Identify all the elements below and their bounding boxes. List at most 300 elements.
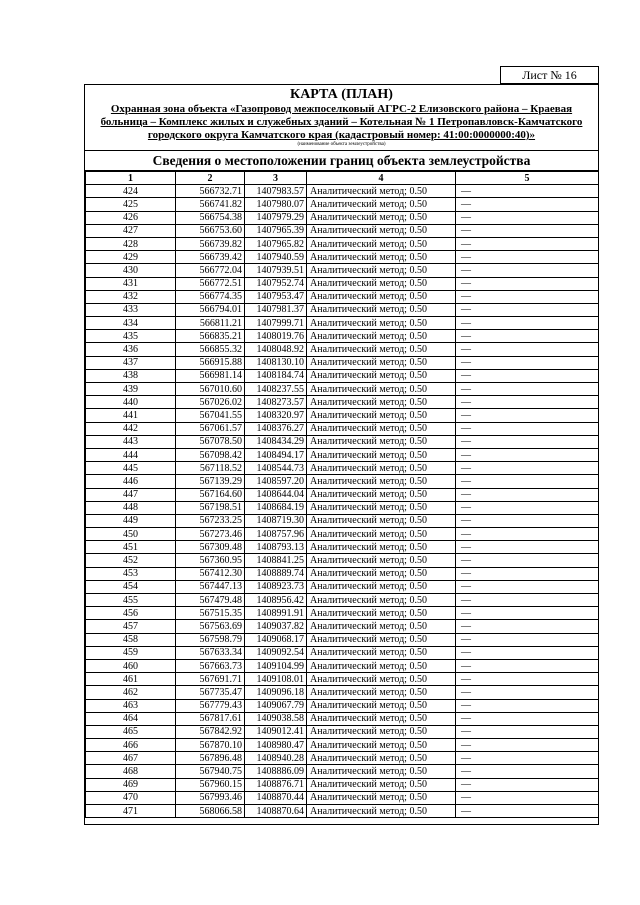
method-accuracy: Аналитический метод; 0.50 <box>307 607 456 620</box>
method-accuracy: Аналитический метод; 0.50 <box>307 765 456 778</box>
point-description: — <box>456 356 599 369</box>
point-description: — <box>456 514 599 527</box>
coord-x: 567233.25 <box>176 514 245 527</box>
coord-x: 566754.38 <box>176 211 245 224</box>
coord-y: 1408870.64 <box>245 805 307 818</box>
point-number: 435 <box>86 330 176 343</box>
column-header-5: 5 <box>456 172 599 185</box>
coord-y: 1408923.73 <box>245 580 307 593</box>
table-row <box>86 475 599 488</box>
point-description: — <box>456 620 599 633</box>
coord-y: 1408019.76 <box>245 330 307 343</box>
point-description: — <box>456 396 599 409</box>
table-row <box>86 264 599 277</box>
point-number: 453 <box>86 567 176 580</box>
point-number: 432 <box>86 290 176 303</box>
point-description: — <box>456 607 599 620</box>
coord-y: 1407981.37 <box>245 303 307 316</box>
point-number: 465 <box>86 725 176 738</box>
table-row <box>86 514 599 527</box>
point-number: 466 <box>86 739 176 752</box>
table-row <box>86 620 599 633</box>
coord-x: 566772.04 <box>176 264 245 277</box>
point-number: 456 <box>86 607 176 620</box>
table-row <box>86 725 599 738</box>
coord-x: 567098.42 <box>176 448 245 461</box>
object-name-caption: (наименование объекта землеустройства) <box>297 142 386 147</box>
coord-y: 1408719.30 <box>245 514 307 527</box>
coord-x: 567598.79 <box>176 633 245 646</box>
coord-x: 567563.69 <box>176 620 245 633</box>
method-accuracy: Аналитический метод; 0.50 <box>307 778 456 791</box>
table-row <box>86 290 599 303</box>
table-row <box>86 330 599 343</box>
method-accuracy: Аналитический метод; 0.50 <box>307 791 456 804</box>
method-accuracy: Аналитический метод; 0.50 <box>307 277 456 290</box>
table-row <box>86 303 599 316</box>
coord-x: 566753.60 <box>176 224 245 237</box>
coord-y: 1407953.47 <box>245 290 307 303</box>
coord-y: 1408544.73 <box>245 462 307 475</box>
method-accuracy: Аналитический метод; 0.50 <box>307 198 456 211</box>
table-row <box>86 778 599 791</box>
point-description: — <box>456 224 599 237</box>
point-number: 427 <box>86 224 176 237</box>
table-row <box>86 369 599 382</box>
point-description: — <box>456 567 599 580</box>
method-accuracy: Аналитический метод; 0.50 <box>307 673 456 686</box>
point-description: — <box>456 369 599 382</box>
method-accuracy: Аналитический метод; 0.50 <box>307 251 456 264</box>
point-number: 442 <box>86 422 176 435</box>
point-description: — <box>456 725 599 738</box>
sheet-number: Лист № 16 <box>500 66 599 84</box>
coord-x: 567447.13 <box>176 580 245 593</box>
table-row <box>86 409 599 422</box>
method-accuracy: Аналитический метод; 0.50 <box>307 343 456 356</box>
point-description: — <box>456 330 599 343</box>
point-number: 439 <box>86 383 176 396</box>
coord-y: 1407979.29 <box>245 211 307 224</box>
coord-x: 566981.14 <box>176 369 245 382</box>
table-row <box>86 383 599 396</box>
method-accuracy: Аналитический метод; 0.50 <box>307 224 456 237</box>
table-row <box>86 673 599 686</box>
point-description: — <box>456 501 599 514</box>
point-number: 458 <box>86 633 176 646</box>
coord-y: 1407940.59 <box>245 251 307 264</box>
point-description: — <box>456 752 599 765</box>
coord-y: 1407952.74 <box>245 277 307 290</box>
coord-x: 567412.30 <box>176 567 245 580</box>
method-accuracy: Аналитический метод; 0.50 <box>307 369 456 382</box>
coord-y: 1408434.29 <box>245 435 307 448</box>
table-row <box>86 198 599 211</box>
table-row <box>86 791 599 804</box>
coord-x: 566774.35 <box>176 290 245 303</box>
table-row <box>86 224 599 237</box>
point-number: 431 <box>86 277 176 290</box>
column-header-4: 4 <box>307 172 456 185</box>
table-header-row <box>86 172 599 185</box>
table-row <box>86 594 599 607</box>
column-header-2: 2 <box>176 172 245 185</box>
coord-y: 1409108.01 <box>245 673 307 686</box>
coord-x: 567960.15 <box>176 778 245 791</box>
method-accuracy: Аналитический метод; 0.50 <box>307 435 456 448</box>
coord-y: 1409092.54 <box>245 646 307 659</box>
point-number: 454 <box>86 580 176 593</box>
coord-x: 567139.29 <box>176 475 245 488</box>
coordinates-table <box>85 171 599 818</box>
coord-y: 1407939.51 <box>245 264 307 277</box>
coord-y: 1408130.10 <box>245 356 307 369</box>
coord-y: 1408597.20 <box>245 475 307 488</box>
table-row <box>86 185 599 198</box>
object-name: Охранная зона объекта «Газопровод межпоселковый АГРС-2 Елизовского района – Краевая больница – Комплекс жилых и служебных зданий – Котельная № 1 Петропавловск-Камчатского городского округа Камчатского края (кадастровый номер: 41:00:0000000:40)» <box>100 103 583 141</box>
point-description: — <box>456 251 599 264</box>
method-accuracy: Аналитический метод; 0.50 <box>307 383 456 396</box>
coord-x: 566741.82 <box>176 198 245 211</box>
coord-x: 566811.21 <box>176 317 245 330</box>
point-description: — <box>456 765 599 778</box>
coord-x: 567691.71 <box>176 673 245 686</box>
point-description: — <box>456 739 599 752</box>
point-number: 455 <box>86 594 176 607</box>
method-accuracy: Аналитический метод; 0.50 <box>307 303 456 316</box>
table-row <box>86 396 599 409</box>
coord-y: 1408376.27 <box>245 422 307 435</box>
coord-y: 1408870.44 <box>245 791 307 804</box>
table-row <box>86 712 599 725</box>
point-number: 463 <box>86 699 176 712</box>
table-row <box>86 646 599 659</box>
point-number: 425 <box>86 198 176 211</box>
coord-y: 1408644.04 <box>245 488 307 501</box>
method-accuracy: Аналитический метод; 0.50 <box>307 554 456 567</box>
coord-x: 567360.95 <box>176 554 245 567</box>
point-number: 471 <box>86 805 176 818</box>
method-accuracy: Аналитический метод; 0.50 <box>307 501 456 514</box>
coord-x: 567309.48 <box>176 541 245 554</box>
point-description: — <box>456 198 599 211</box>
point-number: 446 <box>86 475 176 488</box>
column-header-1: 1 <box>86 172 176 185</box>
coord-x: 566732.71 <box>176 185 245 198</box>
table-row <box>86 356 599 369</box>
column-header-3: 3 <box>245 172 307 185</box>
coord-x: 566772.51 <box>176 277 245 290</box>
point-description: — <box>456 594 599 607</box>
method-accuracy: Аналитический метод; 0.50 <box>307 356 456 369</box>
point-description: — <box>456 185 599 198</box>
point-description: — <box>456 277 599 290</box>
table-row <box>86 462 599 475</box>
point-number: 470 <box>86 791 176 804</box>
point-description: — <box>456 528 599 541</box>
coord-x: 567779.43 <box>176 699 245 712</box>
method-accuracy: Аналитический метод; 0.50 <box>307 462 456 475</box>
coord-x: 567633.34 <box>176 646 245 659</box>
method-accuracy: Аналитический метод; 0.50 <box>307 620 456 633</box>
point-description: — <box>456 778 599 791</box>
coord-y: 1408793.13 <box>245 541 307 554</box>
coord-y: 1409012.41 <box>245 725 307 738</box>
method-accuracy: Аналитический метод; 0.50 <box>307 211 456 224</box>
coord-x: 567735.47 <box>176 686 245 699</box>
point-description: — <box>456 435 599 448</box>
method-accuracy: Аналитический метод; 0.50 <box>307 528 456 541</box>
method-accuracy: Аналитический метод; 0.50 <box>307 185 456 198</box>
method-accuracy: Аналитический метод; 0.50 <box>307 409 456 422</box>
table-row <box>86 739 599 752</box>
method-accuracy: Аналитический метод; 0.50 <box>307 712 456 725</box>
point-description: — <box>456 633 599 646</box>
coord-x: 567663.73 <box>176 659 245 672</box>
coord-x: 566739.42 <box>176 251 245 264</box>
point-number: 462 <box>86 686 176 699</box>
coord-y: 1408273.57 <box>245 396 307 409</box>
point-number: 460 <box>86 659 176 672</box>
point-description: — <box>456 673 599 686</box>
coord-x: 567118.52 <box>176 462 245 475</box>
table-row <box>86 699 599 712</box>
coord-x: 567817.61 <box>176 712 245 725</box>
point-number: 461 <box>86 673 176 686</box>
table-row <box>86 528 599 541</box>
point-description: — <box>456 237 599 250</box>
point-description: — <box>456 409 599 422</box>
point-number: 464 <box>86 712 176 725</box>
point-number: 447 <box>86 488 176 501</box>
coord-x: 566739.82 <box>176 237 245 250</box>
coord-x: 566915.88 <box>176 356 245 369</box>
point-number: 428 <box>86 237 176 250</box>
point-description: — <box>456 211 599 224</box>
point-number: 467 <box>86 752 176 765</box>
point-number: 424 <box>86 185 176 198</box>
method-accuracy: Аналитический метод; 0.50 <box>307 725 456 738</box>
table-row <box>86 277 599 290</box>
table-row <box>86 488 599 501</box>
method-accuracy: Аналитический метод; 0.50 <box>307 488 456 501</box>
table-row <box>86 541 599 554</box>
point-number: 448 <box>86 501 176 514</box>
method-accuracy: Аналитический метод; 0.50 <box>307 422 456 435</box>
method-accuracy: Аналитический метод; 0.50 <box>307 659 456 672</box>
coord-y: 1409104.99 <box>245 659 307 672</box>
coord-y: 1407999.71 <box>245 317 307 330</box>
coord-y: 1408237.55 <box>245 383 307 396</box>
table-row <box>86 435 599 448</box>
point-number: 426 <box>86 211 176 224</box>
method-accuracy: Аналитический метод; 0.50 <box>307 567 456 580</box>
method-accuracy: Аналитический метод; 0.50 <box>307 646 456 659</box>
coord-y: 1407983.57 <box>245 185 307 198</box>
point-description: — <box>456 541 599 554</box>
coord-y: 1408684.19 <box>245 501 307 514</box>
point-number: 436 <box>86 343 176 356</box>
method-accuracy: Аналитический метод; 0.50 <box>307 633 456 646</box>
point-number: 469 <box>86 778 176 791</box>
method-accuracy: Аналитический метод; 0.50 <box>307 330 456 343</box>
coord-x: 567870.10 <box>176 739 245 752</box>
table-row <box>86 422 599 435</box>
coord-y: 1407965.39 <box>245 224 307 237</box>
table-row <box>86 343 599 356</box>
coord-x: 567010.60 <box>176 383 245 396</box>
point-description: — <box>456 422 599 435</box>
method-accuracy: Аналитический метод; 0.50 <box>307 739 456 752</box>
point-description: — <box>456 686 599 699</box>
coord-y: 1408876.71 <box>245 778 307 791</box>
coord-x: 566835.21 <box>176 330 245 343</box>
table-row <box>86 633 599 646</box>
point-number: 440 <box>86 396 176 409</box>
point-description: — <box>456 383 599 396</box>
point-number: 457 <box>86 620 176 633</box>
coord-x: 567479.48 <box>176 594 245 607</box>
coord-x: 567078.50 <box>176 435 245 448</box>
table-row <box>86 580 599 593</box>
coord-y: 1409096.18 <box>245 686 307 699</box>
coord-x: 567896.48 <box>176 752 245 765</box>
coord-y: 1407965.82 <box>245 237 307 250</box>
point-description: — <box>456 791 599 804</box>
coord-x: 567026.02 <box>176 396 245 409</box>
point-number: 450 <box>86 528 176 541</box>
coord-y: 1408956.42 <box>245 594 307 607</box>
table-row <box>86 251 599 264</box>
point-number: 451 <box>86 541 176 554</box>
point-number: 430 <box>86 264 176 277</box>
document-frame <box>84 84 599 825</box>
table-row <box>86 805 599 818</box>
method-accuracy: Аналитический метод; 0.50 <box>307 541 456 554</box>
table-row <box>86 659 599 672</box>
coord-x: 566794.01 <box>176 303 245 316</box>
method-accuracy: Аналитический метод; 0.50 <box>307 475 456 488</box>
coord-x: 568066.58 <box>176 805 245 818</box>
method-accuracy: Аналитический метод; 0.50 <box>307 594 456 607</box>
method-accuracy: Аналитический метод; 0.50 <box>307 686 456 699</box>
table-row <box>86 567 599 580</box>
coord-y: 1407980.07 <box>245 198 307 211</box>
document-header <box>85 85 598 151</box>
method-accuracy: Аналитический метод; 0.50 <box>307 752 456 765</box>
point-description: — <box>456 488 599 501</box>
method-accuracy: Аналитический метод; 0.50 <box>307 237 456 250</box>
coord-x: 567842.92 <box>176 725 245 738</box>
point-number: 438 <box>86 369 176 382</box>
method-accuracy: Аналитический метод; 0.50 <box>307 699 456 712</box>
point-number: 433 <box>86 303 176 316</box>
point-description: — <box>456 317 599 330</box>
point-description: — <box>456 475 599 488</box>
table-row <box>86 765 599 778</box>
point-number: 444 <box>86 448 176 461</box>
point-description: — <box>456 646 599 659</box>
point-description: — <box>456 659 599 672</box>
point-description: — <box>456 264 599 277</box>
point-description: — <box>456 712 599 725</box>
method-accuracy: Аналитический метод; 0.50 <box>307 448 456 461</box>
point-description: — <box>456 699 599 712</box>
point-description: — <box>456 554 599 567</box>
table-row <box>86 686 599 699</box>
table-row <box>86 448 599 461</box>
table-row <box>86 211 599 224</box>
coord-y: 1408940.28 <box>245 752 307 765</box>
method-accuracy: Аналитический метод; 0.50 <box>307 317 456 330</box>
point-number: 449 <box>86 514 176 527</box>
document-title: КАРТА (ПЛАН) <box>290 87 393 102</box>
coord-x: 566855.32 <box>176 343 245 356</box>
coord-y: 1409038.58 <box>245 712 307 725</box>
coord-y: 1408841.25 <box>245 554 307 567</box>
coord-y: 1408889.74 <box>245 567 307 580</box>
point-number: 441 <box>86 409 176 422</box>
section-title: Сведения о местоположении границ объекта землеустройства <box>85 150 598 171</box>
point-number: 434 <box>86 317 176 330</box>
coord-x: 567940.75 <box>176 765 245 778</box>
point-description: — <box>456 462 599 475</box>
table-row <box>86 607 599 620</box>
point-description: — <box>456 805 599 818</box>
point-description: — <box>456 303 599 316</box>
method-accuracy: Аналитический метод; 0.50 <box>307 290 456 303</box>
coord-x: 567164.60 <box>176 488 245 501</box>
coord-y: 1409037.82 <box>245 620 307 633</box>
table-row <box>86 237 599 250</box>
point-description: — <box>456 448 599 461</box>
coord-y: 1408184.74 <box>245 369 307 382</box>
coord-y: 1408886.09 <box>245 765 307 778</box>
table-row <box>86 501 599 514</box>
method-accuracy: Аналитический метод; 0.50 <box>307 514 456 527</box>
point-number: 437 <box>86 356 176 369</box>
method-accuracy: Аналитический метод; 0.50 <box>307 805 456 818</box>
table-row <box>86 317 599 330</box>
coord-x: 567993.46 <box>176 791 245 804</box>
method-accuracy: Аналитический метод; 0.50 <box>307 580 456 593</box>
coord-y: 1408320.97 <box>245 409 307 422</box>
coord-y: 1408980.47 <box>245 739 307 752</box>
coord-y: 1408494.17 <box>245 448 307 461</box>
point-number: 445 <box>86 462 176 475</box>
coord-y: 1408048.92 <box>245 343 307 356</box>
point-description: — <box>456 290 599 303</box>
point-number: 452 <box>86 554 176 567</box>
coord-y: 1409068.17 <box>245 633 307 646</box>
coord-x: 567061.57 <box>176 422 245 435</box>
coord-y: 1408991.91 <box>245 607 307 620</box>
point-number: 443 <box>86 435 176 448</box>
method-accuracy: Аналитический метод; 0.50 <box>307 396 456 409</box>
table-body <box>86 185 599 818</box>
point-number: 429 <box>86 251 176 264</box>
coord-y: 1409067.79 <box>245 699 307 712</box>
method-accuracy: Аналитический метод; 0.50 <box>307 264 456 277</box>
table-row <box>86 752 599 765</box>
point-number: 468 <box>86 765 176 778</box>
point-number: 459 <box>86 646 176 659</box>
coord-y: 1408757.96 <box>245 528 307 541</box>
coord-x: 567198.51 <box>176 501 245 514</box>
point-description: — <box>456 343 599 356</box>
coord-x: 567515.35 <box>176 607 245 620</box>
point-description: — <box>456 580 599 593</box>
